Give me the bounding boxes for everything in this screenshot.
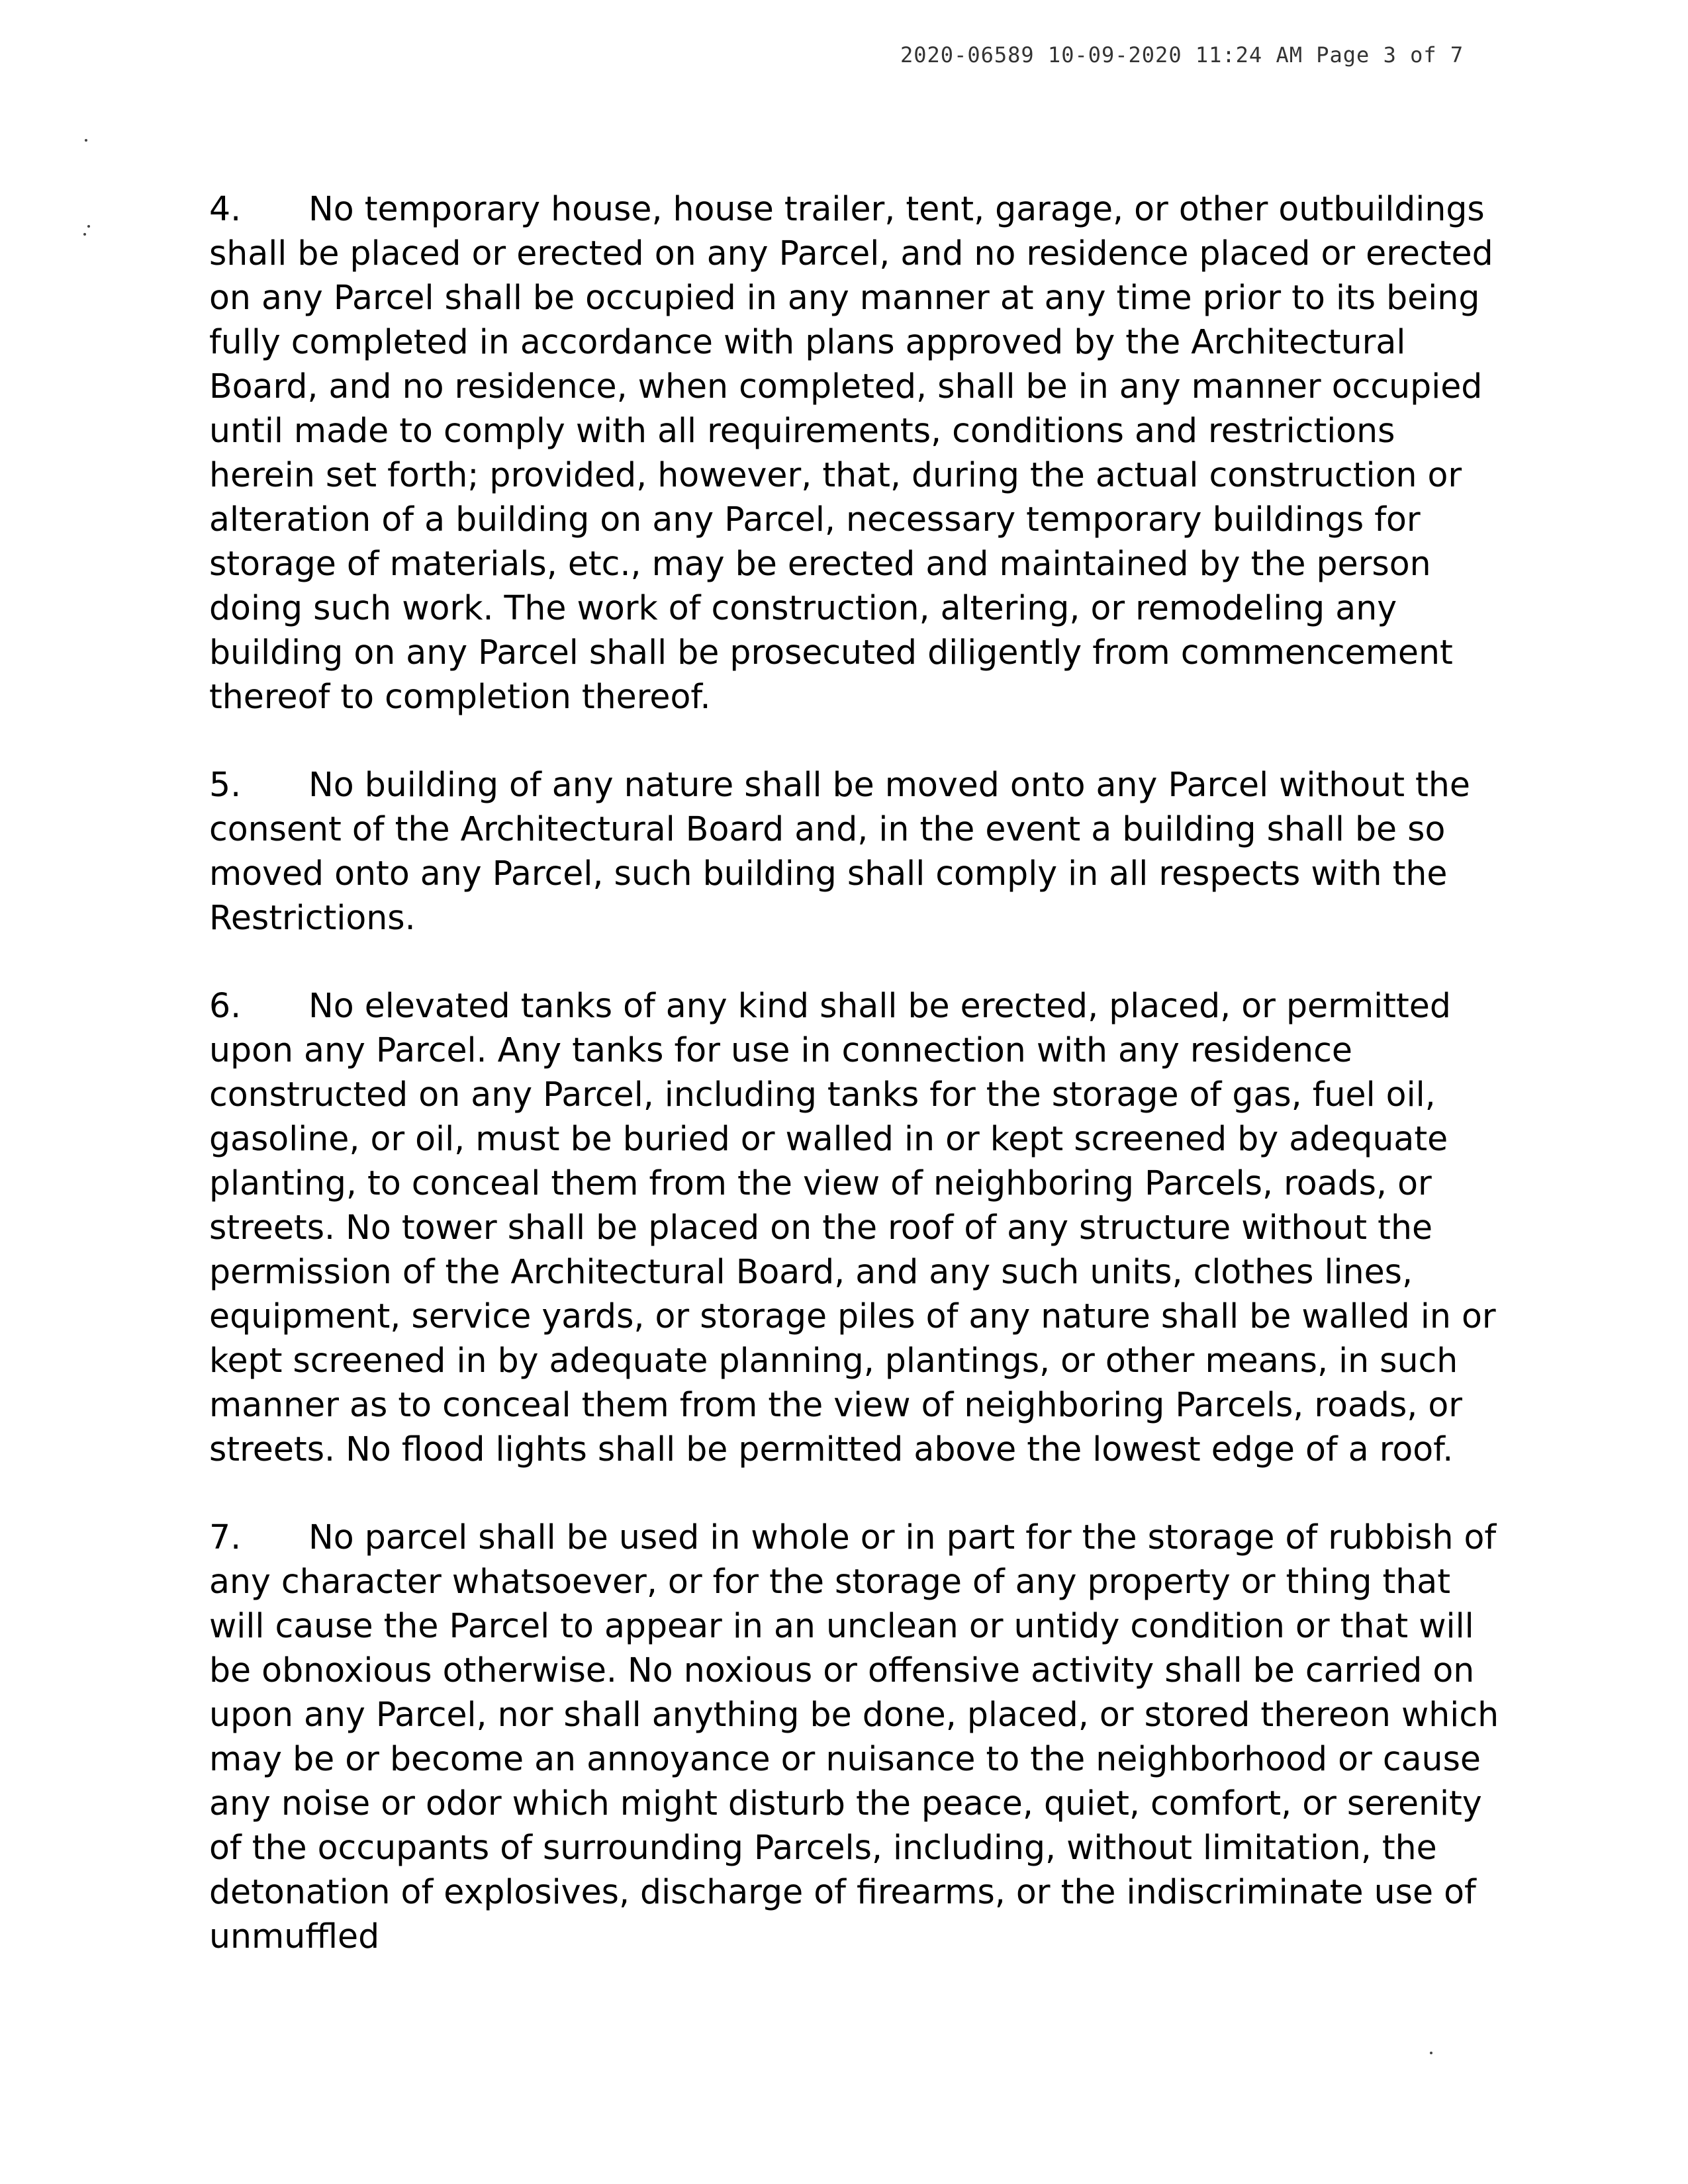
recording-stamp: 2020-06589 10-09-2020 11:24 AM Page 3 of 7 — [900, 42, 1464, 68]
paragraph-text: No temporary house, house trailer, tent, garage, or other outbuildings shall be placed or erected on any Parcel, and no residence placed or erected on any Parcel shall be occupied in any manner at any time prior to its being fully completed in accordance with plans approved by the Architectural Board, and no residence, when completed, shall be in any manner occupied until made to comply with all requirements, conditions and restrictions herein set forth; provided, however, that, during the actual construction or alteration of a building on any Parcel, necessary temporary buildings for storage of materials, etc., may be erected and maintained by the person doing such work. The work of construction, altering, or remodeling any building on any Parcel shall be prosecuted diligently from commencement thereof to completion thereof. — [209, 189, 1493, 716]
paragraph-4 — [209, 187, 1503, 719]
scan-speck — [83, 233, 86, 236]
scan-speck — [85, 139, 87, 142]
scan-speck — [87, 225, 90, 228]
paragraph-number: 5. — [209, 765, 242, 804]
paragraph-number: 7. — [209, 1518, 242, 1557]
paragraph-text: No elevated tanks of any kind shall be erected, placed, or permitted upon any Parcel. Any tanks for use in connection with any residence constructed on any Parcel, including tanks for the storage of gas, fuel oil, gasoline, or oil, must be buried or walled in or kept screened by adequate planting, to conceal them from the view of neighboring Parcels, roads, or streets. No tower shall be placed on the roof of any structure without the permission of the Architectural Board, and any such units, clothes lines, equipment, service yards, or storage piles of any nature shall be walled in or kept screened in by adequate planning, plantings, or other means, in such manner as to conceal them from the view of neighboring Parcels, roads, or streets. No flood lights shall be permitted above the lowest edge of a roof. — [209, 986, 1496, 1469]
paragraph-number: 6. — [209, 986, 242, 1025]
paragraph-text: No parcel shall be used in whole or in part for the storage of rubbish of any character whatsoever, or for the storage of any property or thing that will cause the Parcel to appear in an unclean or untidy condition or that will be obnoxious otherwise. No noxious or offensive activity shall be carried on upon any Parcel, nor shall anything be done, placed, or stored thereon which may be or become an annoyance or nuisance to the neighborhood or cause any noise or odor which might disturb the peace, quiet, comfort, or serenity of the occupants of surrounding Parcels, including, without limitation, the detonation of explosives, discharge of firearms, or the indiscriminate use of unmuffled — [209, 1518, 1499, 1956]
paragraph-7 — [209, 1515, 1503, 1958]
paragraph-5 — [209, 762, 1503, 940]
paragraph-number: 4. — [209, 189, 242, 228]
document-body — [209, 187, 1503, 2002]
paragraph-6 — [209, 983, 1503, 1471]
scan-speck — [1430, 2052, 1432, 2054]
paragraph-text: No building of any nature shall be moved onto any Parcel without the consent of the Architectural Board and, in the event a building shall be so moved onto any Parcel, such building shall comply in all respects with the Restrictions. — [209, 765, 1470, 937]
